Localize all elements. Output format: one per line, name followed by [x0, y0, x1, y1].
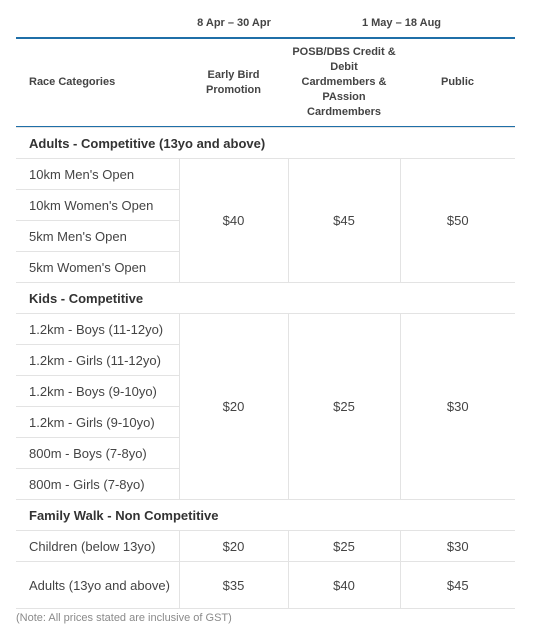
column-header-row: [16, 39, 515, 126]
period-regular: 1 May – 18 Aug: [361, 17, 442, 29]
price-public: $30: [400, 531, 515, 562]
race-category-name: 10km Women's Open: [16, 190, 179, 221]
price-periods-header: [0, 0, 558, 38]
race-category-name: Adults (13yo and above): [16, 562, 179, 609]
gst-note: (Note: All prices stated are inclusive of GST): [16, 612, 232, 624]
column-header-public: Public: [440, 76, 474, 88]
price-posb: $25: [288, 314, 400, 500]
section-row: [16, 500, 515, 531]
race-pricing-table: [16, 39, 515, 609]
price-early-bird: $35: [179, 562, 288, 609]
price-early-bird: $20: [179, 531, 288, 562]
section-title-family-walk: Family Walk - Non Competitive: [16, 500, 515, 531]
race-category-name: 5km Men's Open: [16, 221, 179, 252]
section-title-kids: Kids - Competitive: [16, 283, 515, 314]
price-early-bird: $20: [179, 314, 288, 500]
price-public: $30: [400, 314, 515, 500]
race-category-name: 1.2km - Boys (9-10yo): [16, 376, 179, 407]
race-category-name: 1.2km - Girls (9-10yo): [16, 407, 179, 438]
column-header-early-bird: Early Bird Promotion: [206, 68, 261, 96]
race-category-name: 1.2km - Girls (11-12yo): [16, 345, 179, 376]
table-row: [16, 562, 515, 609]
price-early-bird: $40: [179, 159, 288, 283]
table-row: [16, 314, 515, 345]
column-header-posb: POSB/DBS Credit & Debit Cardmembers & PAssion Cardmembers: [292, 46, 396, 118]
race-category-name: 800m - Girls (7-8yo): [16, 469, 179, 500]
table-row: [16, 159, 515, 190]
price-posb: $45: [288, 159, 400, 283]
race-category-name: 1.2km - Boys (11-12yo): [16, 314, 179, 345]
race-category-name: 800m - Boys (7-8yo): [16, 438, 179, 469]
section-title-adults: Adults - Competitive (13yo and above): [16, 128, 515, 159]
period-early-bird: 8 Apr – 30 Apr: [197, 17, 271, 29]
race-category-name: 5km Women's Open: [16, 252, 179, 283]
race-category-name: 10km Men's Open: [16, 159, 179, 190]
price-public: $45: [400, 562, 515, 609]
section-row: [16, 283, 515, 314]
price-public: $50: [400, 159, 515, 283]
column-header-category: Race Categories: [29, 76, 116, 88]
table-row: [16, 531, 515, 562]
price-posb: $40: [288, 562, 400, 609]
section-row: [16, 128, 515, 159]
race-category-name: Children (below 13yo): [16, 531, 179, 562]
price-posb: $25: [288, 531, 400, 562]
